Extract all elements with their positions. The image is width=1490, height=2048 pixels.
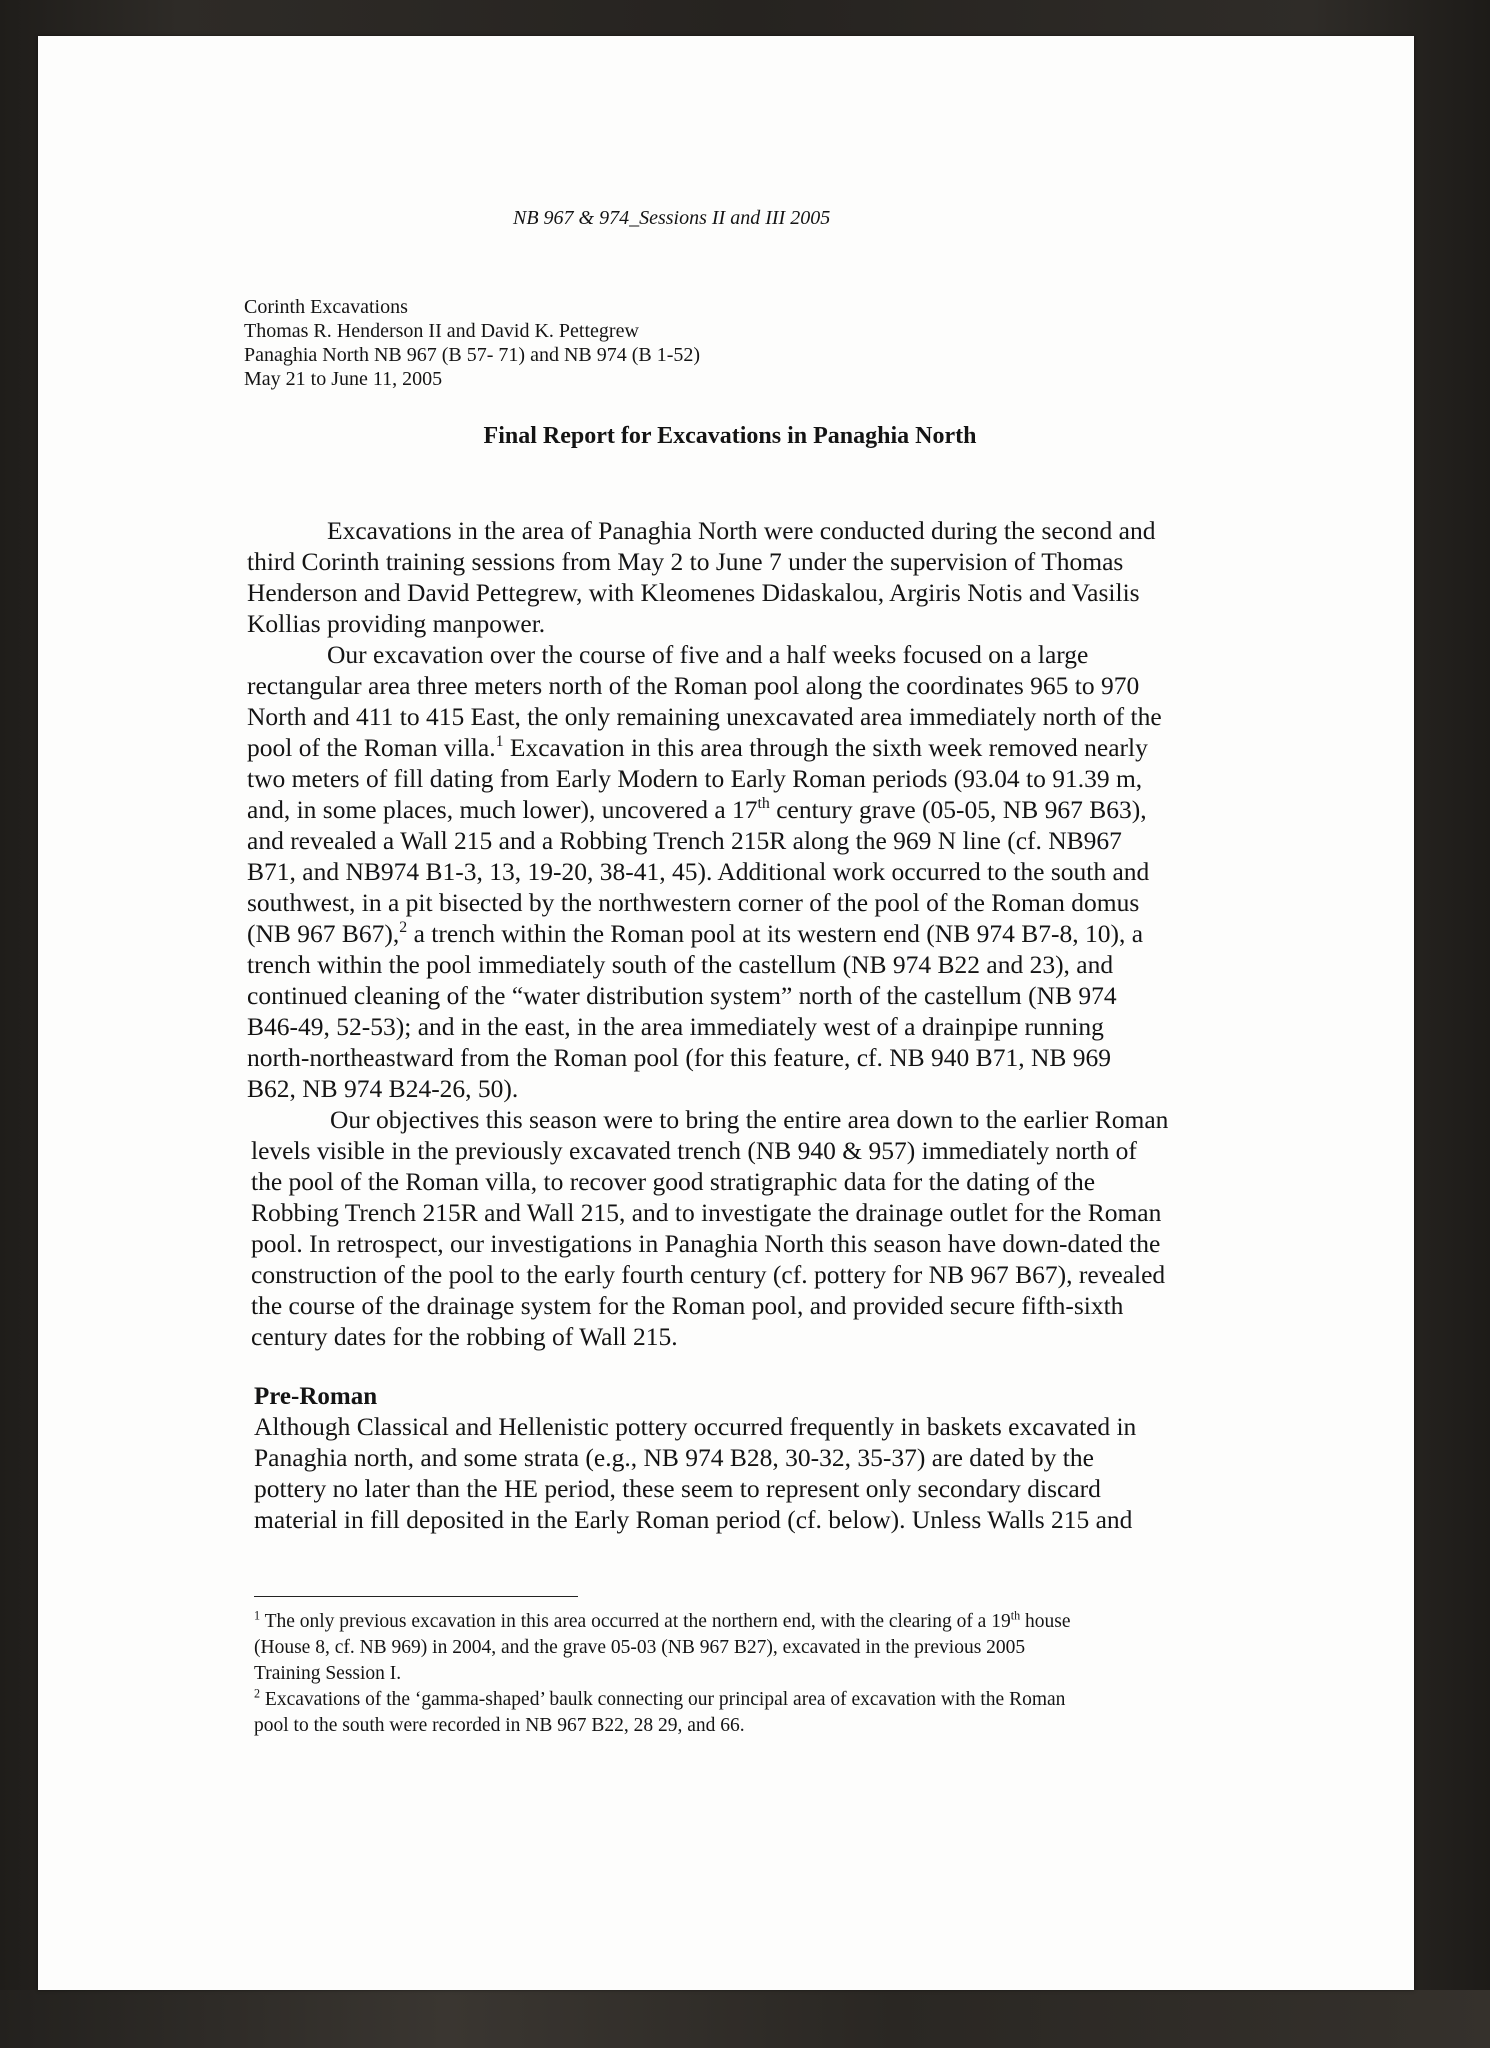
- body-line: construction of the pool to the early fourth century (cf. pottery for NB 967 B67), revealed: [251, 1260, 1166, 1289]
- body-line: third Corinth training sessions from May 2 to June 7 under the supervision of Thomas: [247, 547, 1124, 576]
- body-line: Our excavation over the course of five and a half weeks focused on a large: [327, 640, 1089, 669]
- ordinal-suffix: th: [757, 795, 770, 813]
- section-heading-pre-roman: Pre-Roman: [254, 1383, 378, 1410]
- running-header: NB 967 & 974_Sessions II and III 2005: [513, 207, 831, 229]
- body-text: Excavation in this area through the sixth week removed nearly: [503, 733, 1148, 762]
- body-line: continued cleaning of the “water distribution system” north of the castellum (NB 974: [247, 981, 1117, 1010]
- body-line: levels visible in the previously excavated trench (NB 940 & 957) immediately north of: [251, 1136, 1137, 1165]
- body-line: Robbing Trench 215R and Wall 215, and to investigate the drainage outlet for the Roman: [251, 1198, 1162, 1227]
- body-line: pool. In retrospect, our investigations in Panaghia North this season have down-dated the: [251, 1229, 1161, 1258]
- body-line: two meters of fill dating from Early Modern to Early Roman periods (93.04 to 91.39 m,: [247, 764, 1143, 793]
- body-line: Henderson and David Pettegrew, with Kleomenes Didaskalou, Argiris Notis and Vasilis: [247, 578, 1140, 607]
- body-line: Panaghia north, and some strata (e.g., NB 974 B28, 30-32, 35-37) are dated by the: [254, 1443, 1094, 1472]
- meta-authors: Thomas R. Henderson II and David K. Pettegrew: [244, 320, 639, 342]
- body-line: the pool of the Roman villa, to recover good stratigraphic data for the dating of the: [251, 1167, 1096, 1196]
- meta-dates: May 21 to June 11, 2005: [244, 368, 443, 390]
- body-text: and, in some places, much lower), uncovered a 17: [247, 795, 758, 824]
- meta-institution: Corinth Excavations: [244, 296, 408, 318]
- body-line: B46-49, 52-53); and in the east, in the area immediately west of a drainpipe running: [247, 1012, 1104, 1041]
- body-line: century dates for the robbing of Wall 215.: [251, 1322, 678, 1351]
- body-line: trench within the pool immediately south of the castellum (NB 974 B22 and 23), and: [247, 950, 1114, 979]
- footnote-ref-2: 2: [399, 919, 408, 937]
- body-line: north-northeastward from the Roman pool (for this feature, cf. NB 940 B71, NB 969: [247, 1043, 1111, 1072]
- body-line: southwest, in a pit bisected by the northwestern corner of the pool of the Roman domus: [247, 888, 1140, 917]
- body-text: century grave (05-05, NB 967 B63),: [769, 795, 1147, 824]
- footnote-mark-2: 2: [254, 1686, 261, 1701]
- footnote-1-line: [254, 1608, 1071, 1633]
- report-title: Final Report for Excavations in Panaghia North: [483, 423, 977, 449]
- footnote-2-line: [254, 1686, 1066, 1711]
- body-line: [247, 919, 1143, 949]
- footnote-separator: [254, 1596, 578, 1597]
- body-text: pool of the Roman villa.: [247, 733, 496, 762]
- footnote-text: The only previous excavation in this area occurred at the northern end, with the clearing of a 19: [260, 1611, 1011, 1632]
- body-line: North and 411 to 415 East, the only remaining unexcavated area immediately north of the: [247, 702, 1162, 731]
- footnote-1-line: (House 8, cf. NB 969) in 2004, and the grave 05-03 (NB 967 B27), excavated in the previous 2005: [254, 1637, 1026, 1658]
- footnote-mark-1: 1: [254, 1608, 261, 1623]
- footnote-ref-1: 1: [495, 733, 504, 751]
- body-line: [247, 795, 1147, 825]
- scan-background-bottom: [0, 1990, 1490, 2048]
- body-line: material in fill deposited in the Early Roman period (cf. below). Unless Walls 215 and: [254, 1505, 1133, 1534]
- body-line: rectangular area three meters north of the Roman pool along the coordinates 965 to 970: [247, 671, 1140, 700]
- body-line: Excavations in the area of Panaghia North were conducted during the second and: [327, 516, 1156, 545]
- body-line: [247, 733, 1148, 763]
- body-text: a trench within the Roman pool at its western end (NB 974 B7-8, 10), a: [407, 919, 1144, 948]
- body-line: B71, and NB974 B1-3, 13, 19-20, 38-41, 45). Additional work occurred to the south and: [247, 857, 1150, 886]
- footnote-text: Excavations of the ‘gamma-shaped’ baulk connecting our principal area of excavation with the Roman: [260, 1689, 1066, 1710]
- body-line: Although Classical and Hellenistic pottery occurred frequently in baskets excavated in: [254, 1412, 1137, 1441]
- body-line: B62, NB 974 B24-26, 50).: [247, 1074, 519, 1103]
- ordinal-suffix: th: [1010, 1608, 1021, 1623]
- meta-notebooks: Panaghia North NB 967 (B 57- 71) and NB 974 (B 1-52): [244, 344, 701, 366]
- footnote-1-line: Training Session I.: [254, 1663, 402, 1684]
- body-line: the course of the drainage system for the Roman pool, and provided secure fifth-sixth: [251, 1291, 1124, 1320]
- body-line: and revealed a Wall 215 and a Robbing Trench 215R along the 969 N line (cf. NB967: [247, 826, 1122, 855]
- body-text: (NB 967 B67),: [247, 919, 400, 948]
- footnote-2-line: pool to the south were recorded in NB 967 B22, 28 29, and 66.: [254, 1715, 745, 1736]
- footnote-text: house: [1020, 1611, 1071, 1632]
- body-line: pottery no later than the HE period, these seem to represent only secondary discard: [254, 1474, 1101, 1503]
- body-line: Kollias providing manpower.: [247, 609, 546, 638]
- body-line: Our objectives this season were to bring the entire area down to the earlier Roman: [330, 1105, 1169, 1134]
